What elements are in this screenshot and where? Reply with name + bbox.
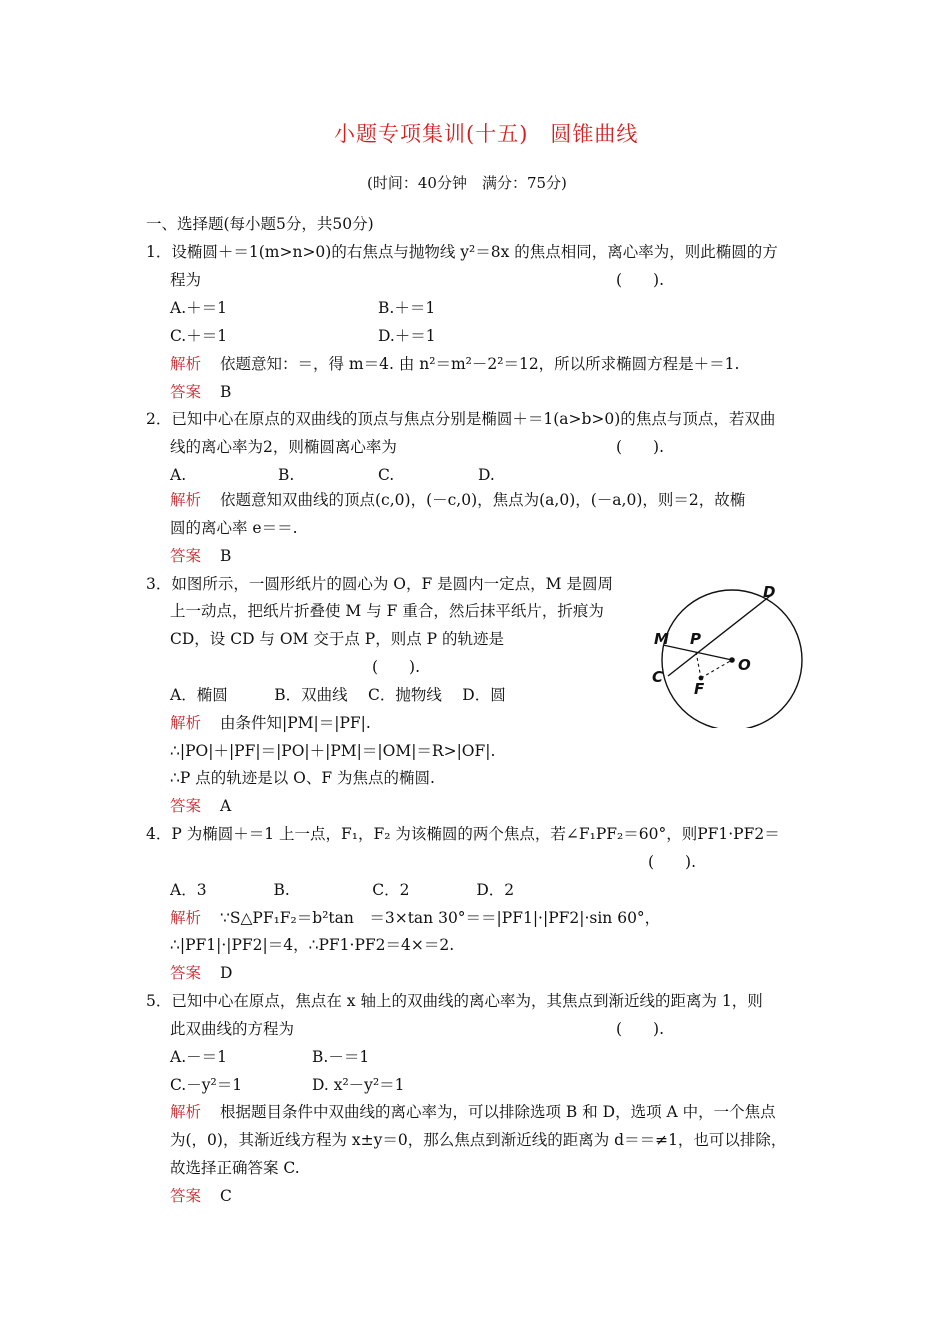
- text-line: B.－＝1: [312, 1048, 370, 1066]
- text-line: ( ).: [616, 438, 665, 456]
- text-line: 4．P 为椭圆＋＝1 上一点，F₁，F₂ 为该椭圆的两个焦点，若∠F₁PF₂＝60°，则PF1·PF2＝: [146, 825, 780, 843]
- text-line: ( ).: [616, 1020, 665, 1038]
- text-line: B.＋＝1: [378, 299, 436, 317]
- text-line: D. x²－y²＝1: [312, 1076, 405, 1094]
- text-line: C.－y²＝1: [170, 1076, 243, 1094]
- answer-label: 解析: [170, 714, 202, 732]
- answer-label: 答案: [170, 964, 202, 982]
- segment-pf: [696, 652, 701, 678]
- text-line: C.: [378, 466, 395, 484]
- text-line: ∴|PF1|·|PF2|＝4，∴PF1·PF2＝4×＝2.: [170, 936, 455, 954]
- page-subtitle: (时间：40分钟 满分：75分): [367, 174, 567, 192]
- text-line: D: [220, 964, 233, 982]
- text-line: 圆的离心率 e＝＝.: [170, 519, 298, 537]
- answer-label: 解析: [170, 491, 202, 509]
- answer-label: 答案: [170, 547, 202, 565]
- answer-label: 答案: [170, 797, 202, 815]
- text-line: 线的离心率为2，则椭圆离心率为: [170, 438, 397, 456]
- text-line: CD，设 CD 与 OM 交于点 P，则点 P 的轨迹是: [170, 630, 505, 648]
- text-line: 2．已知中心在原点的双曲线的顶点与焦点分别是椭圆＋＝1(a>b>0)的焦点与顶点，若双曲: [146, 410, 776, 428]
- label-m: M: [654, 630, 669, 648]
- answer-label: 答案: [170, 383, 202, 401]
- text-line: ( ).: [372, 658, 421, 676]
- text-line: 依题意知双曲线的顶点(c,0)，(－c,0)，焦点为(a,0)，(－a,0)，则＝2，故椭: [220, 491, 746, 509]
- text-line: 1．设椭圆＋＝1(m>n>0)的右焦点与抛物线 y²＝8x 的焦点相同，离心率为，则此椭圆的方: [146, 243, 778, 261]
- circle-diagram: [646, 578, 806, 728]
- text-line: A.－＝1: [170, 1048, 227, 1066]
- text-line: 此双曲线的方程为: [170, 1020, 295, 1038]
- text-line: ( ).: [616, 271, 665, 289]
- label-d: D: [763, 583, 776, 601]
- text-line: 依题意知：＝，得 m＝4. 由 n²＝m²－2²＝12，所以所求椭圆方程是＋＝1.: [220, 355, 740, 373]
- text-line: C: [220, 1187, 232, 1205]
- label-p: P: [690, 630, 701, 648]
- text-line: A．椭圆 B．双曲线 C．抛物线 D．圆: [170, 686, 506, 704]
- text-line: 5．已知中心在原点，焦点在 x 轴上的双曲线的离心率为，其焦点到渐近线的距离为 1，则: [146, 992, 763, 1010]
- text-line: D.＋＝1: [378, 327, 436, 345]
- answer-label: 解析: [170, 909, 202, 927]
- page-title: 小题专项集训(十五) 圆锥曲线: [334, 122, 639, 146]
- label-f: F: [694, 680, 705, 698]
- text-line: ∴P 点的轨迹是以 O、F 为焦点的椭圆.: [170, 769, 435, 787]
- text-line: B: [220, 383, 232, 401]
- text-line: 根据题目条件中双曲线的离心率为，可以排除选项 B 和 D，选项 A 中，一个焦点: [220, 1103, 776, 1121]
- point-o: [729, 657, 735, 663]
- text-line: C.＋＝1: [170, 327, 228, 345]
- answer-label: 答案: [170, 1187, 202, 1205]
- text-line: ∵S△PF₁F₂＝b²tan ＝3×tan 30°＝＝|PF1|·|PF2|·sin 60°，: [220, 909, 661, 927]
- text-line: A．3 B. C．2 D．2: [170, 881, 515, 899]
- text-line: 程为: [170, 271, 202, 289]
- text-line: A.: [170, 466, 187, 484]
- text-line: D.: [478, 466, 495, 484]
- text-line: ( ).: [648, 853, 697, 871]
- text-line: 为(，0)，其渐近线方程为 x±y＝0，那么焦点到渐近线的距离为 d＝＝≠1，也可以排除，: [170, 1131, 787, 1149]
- segment-fo: [701, 660, 732, 678]
- section-heading: 一、选择题(每小题5分，共50分): [146, 215, 374, 233]
- text-line: A: [220, 797, 232, 815]
- text-line: 上一动点，把纸片折叠使 M 与 F 重合，然后抹平纸片，折痕为: [170, 602, 604, 620]
- text-line: 故选择正确答案 C.: [170, 1159, 300, 1177]
- text-line: 由条件知|PM|＝|PF|.: [220, 714, 371, 732]
- text-line: B: [220, 547, 232, 565]
- answer-label: 解析: [170, 355, 202, 373]
- text-line: ∴|PO|＋|PF|＝|PO|＋|PM|＝|OM|＝R>|OF|.: [170, 742, 496, 760]
- text-line: A.＋＝1: [170, 299, 227, 317]
- label-o: O: [738, 656, 751, 674]
- label-c: C: [652, 668, 664, 686]
- answer-label: 解析: [170, 1103, 202, 1121]
- text-line: B.: [278, 466, 295, 484]
- text-line: 3．如图所示，一圆形纸片的圆心为 O，F 是圆内一定点，M 是圆周: [146, 575, 613, 593]
- crease-line-cd: [668, 596, 770, 676]
